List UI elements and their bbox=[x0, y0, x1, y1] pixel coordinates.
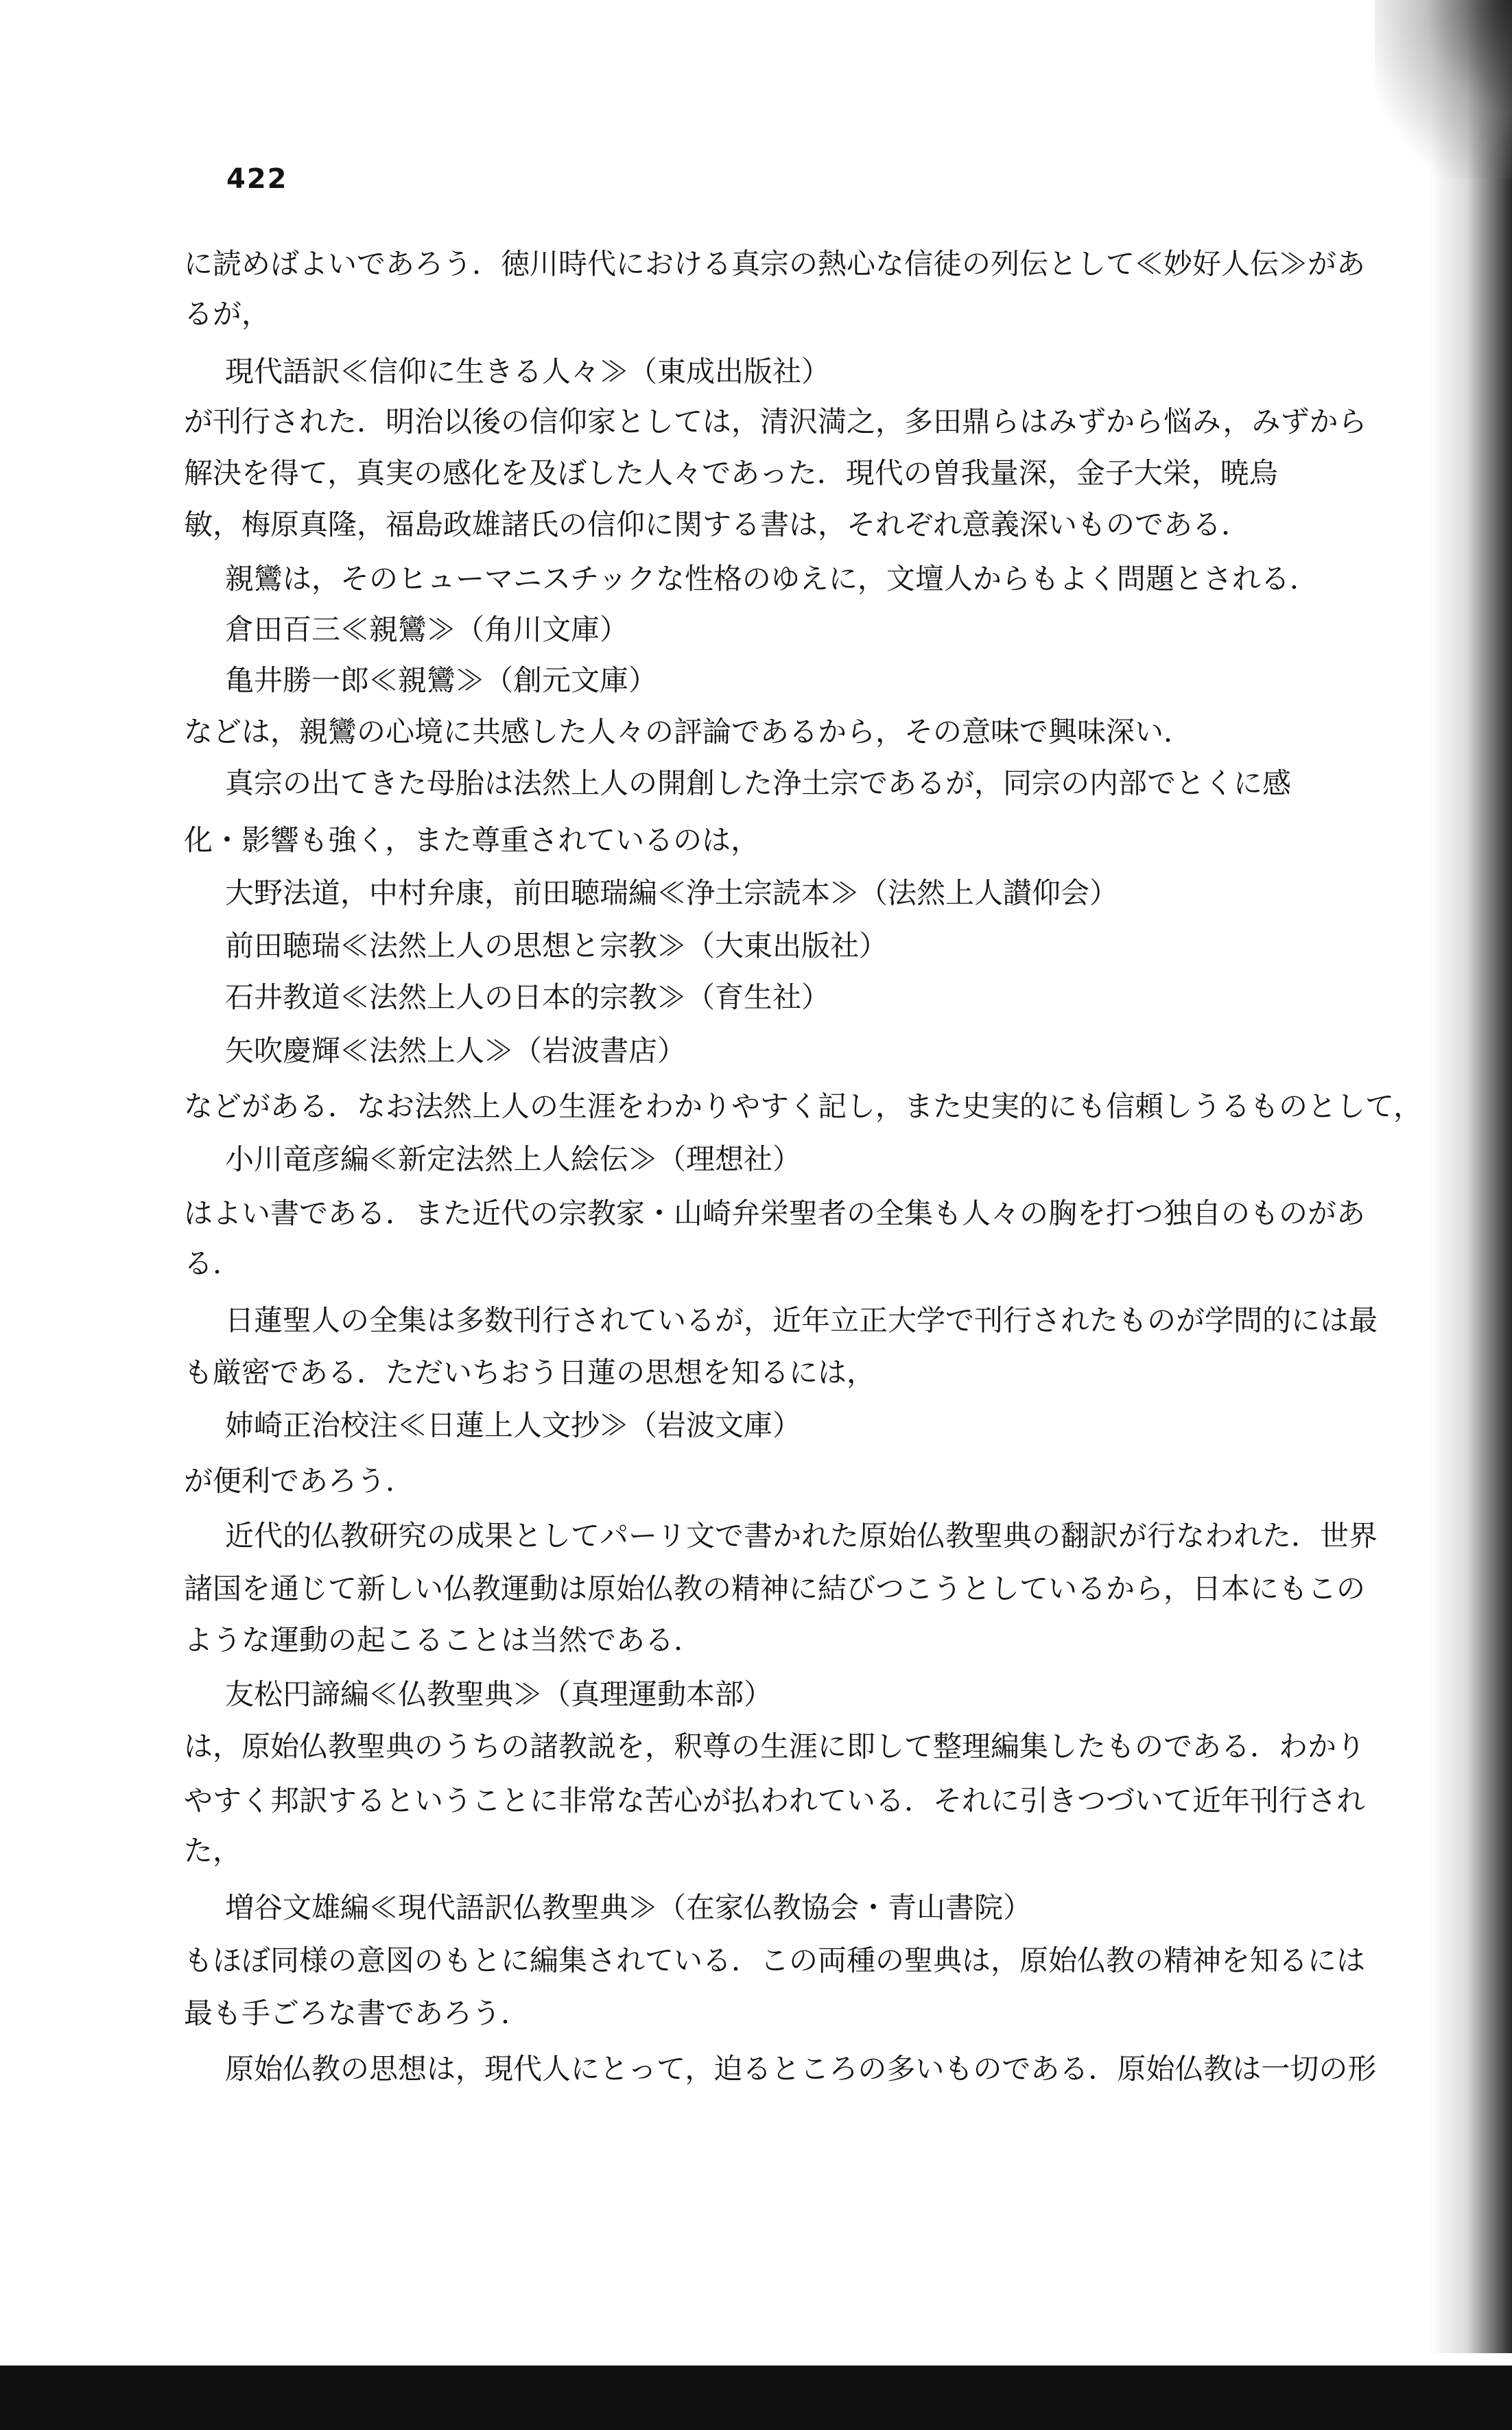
text-line: などは，親鸞の心境に共感した人々の評論であるから，その意味で興味深い． bbox=[184, 715, 1193, 748]
text-line: る． bbox=[184, 1247, 242, 1280]
book-citation-line: 亀井勝一郎≪親鸞≫（創元文庫） bbox=[225, 663, 658, 697]
text-line: に読めばよいであろう．徳川時代における真宗の熱心な信徒の列伝として≪妙好人伝≫があ bbox=[184, 247, 1366, 281]
book-citation-line: 石井教道≪法然上人の日本的宗教≫（育生社） bbox=[225, 980, 831, 1014]
text-line: も厳密である．ただいちおう日蓮の思想を知るには， bbox=[184, 1356, 876, 1389]
book-citation-line: 倉田百三≪親鸞≫（角川文庫） bbox=[225, 613, 629, 646]
text-line: ような運動の起こることは当然である． bbox=[184, 1623, 703, 1657]
text-line: 化・影響も強く，また尊重されているのは， bbox=[184, 823, 760, 857]
text-line: 近代的仏教研究の成果としてパーリ文で書かれた原始仏教聖典の翻訳が行なわれた．世界 bbox=[225, 1519, 1378, 1553]
text-line: 最も手ごろな書であろう． bbox=[184, 1996, 530, 2030]
text-line: 親鸞は，そのヒューマニスチックな性格のゆえに，文壇人からもよく問題とされる． bbox=[225, 562, 1319, 595]
book-citation-line: 矢吹慶輝≪法然上人≫（岩波書店） bbox=[225, 1034, 687, 1067]
book-citation-line: 現代語訳≪信仰に生きる人々≫（東成出版社） bbox=[225, 355, 831, 388]
text-line: が便利であろう． bbox=[184, 1464, 415, 1498]
text-line: が刊行された．明治以後の信仰家としては，清沢満之，多田鼎らはみずから悩み，みずから bbox=[184, 405, 1367, 438]
text-line: もほぼ同様の意図のもとに編集されている．この両種の聖典は，原始仏教の精神を知るには bbox=[184, 1944, 1366, 1977]
text-line: た， bbox=[184, 1834, 242, 1867]
book-citation-line: 姉崎正治校注≪日蓮上人文抄≫（岩波文庫） bbox=[225, 1408, 802, 1442]
scan-edge-shadow bbox=[1430, 0, 1512, 2353]
book-citation-line: 大野法道，中村弁康，前田聴瑞編≪浄土宗読本≫（法然上人讃仰会） bbox=[225, 876, 1119, 910]
text-line: やすく邦訳するということに非常な苦心が払われている．それに引きつづいて近年刊行され bbox=[184, 1784, 1366, 1817]
text-line: 敏，梅原真隆，福島政雄諸氏の信仰に関する書は，それぞれ意義深いものである． bbox=[184, 508, 1251, 541]
text-line: 真宗の出てきた母胎は法然上人の開創した浄土宗であるが，同宗の内部でとくに感 bbox=[225, 766, 1292, 800]
page-number: 422 bbox=[226, 163, 288, 195]
text-line: 日蓮聖人の全集は多数刊行されているが，近年立正大学で刊行されたものが学問的には最 bbox=[225, 1304, 1378, 1337]
text-line: 原始仏教の思想は，現代人にとって，迫るところの多いものである．原始仏教は一切の形 bbox=[225, 2052, 1377, 2086]
book-citation-line: 友松円諦編≪仏教聖典≫（真理運動本部） bbox=[225, 1677, 773, 1711]
text-line: はよい書である．また近代の宗教家・山崎弁栄聖者の全集も人々の胸を打つ独自のものがあ bbox=[184, 1196, 1366, 1230]
book-citation-line: 小川竜彦編≪新定法然上人絵伝≫（理想社） bbox=[225, 1142, 802, 1176]
book-citation-line: 増谷文雄編≪現代語訳仏教聖典≫（在家仏教協会・青山書院） bbox=[225, 1891, 1032, 1924]
scan-corner-shadow bbox=[1375, 0, 1512, 178]
scan-bottom-band bbox=[0, 2366, 1512, 2430]
text-line: るが， bbox=[184, 297, 271, 331]
book-citation-line: 前田聴瑞≪法然上人の思想と宗教≫（大東出版社） bbox=[225, 929, 888, 963]
text-line: は，原始仏教聖典のうちの諸教説を，釈尊の生涯に即して整理編集したものである．わかり bbox=[184, 1730, 1366, 1763]
text-line: 諸国を通じて新しい仏教運動は原始仏教の精神に結びつこうとしているから，日本にもこの bbox=[184, 1572, 1366, 1605]
text-line: などがある．なお法然上人の生涯をわかりやすく記し，また史実的にも信頼しうるものとして， bbox=[184, 1089, 1423, 1123]
text-line: 解決を得て，真実の感化を及ぼした人々であった．現代の曽我量深，金子大栄，暁烏 bbox=[184, 456, 1278, 490]
